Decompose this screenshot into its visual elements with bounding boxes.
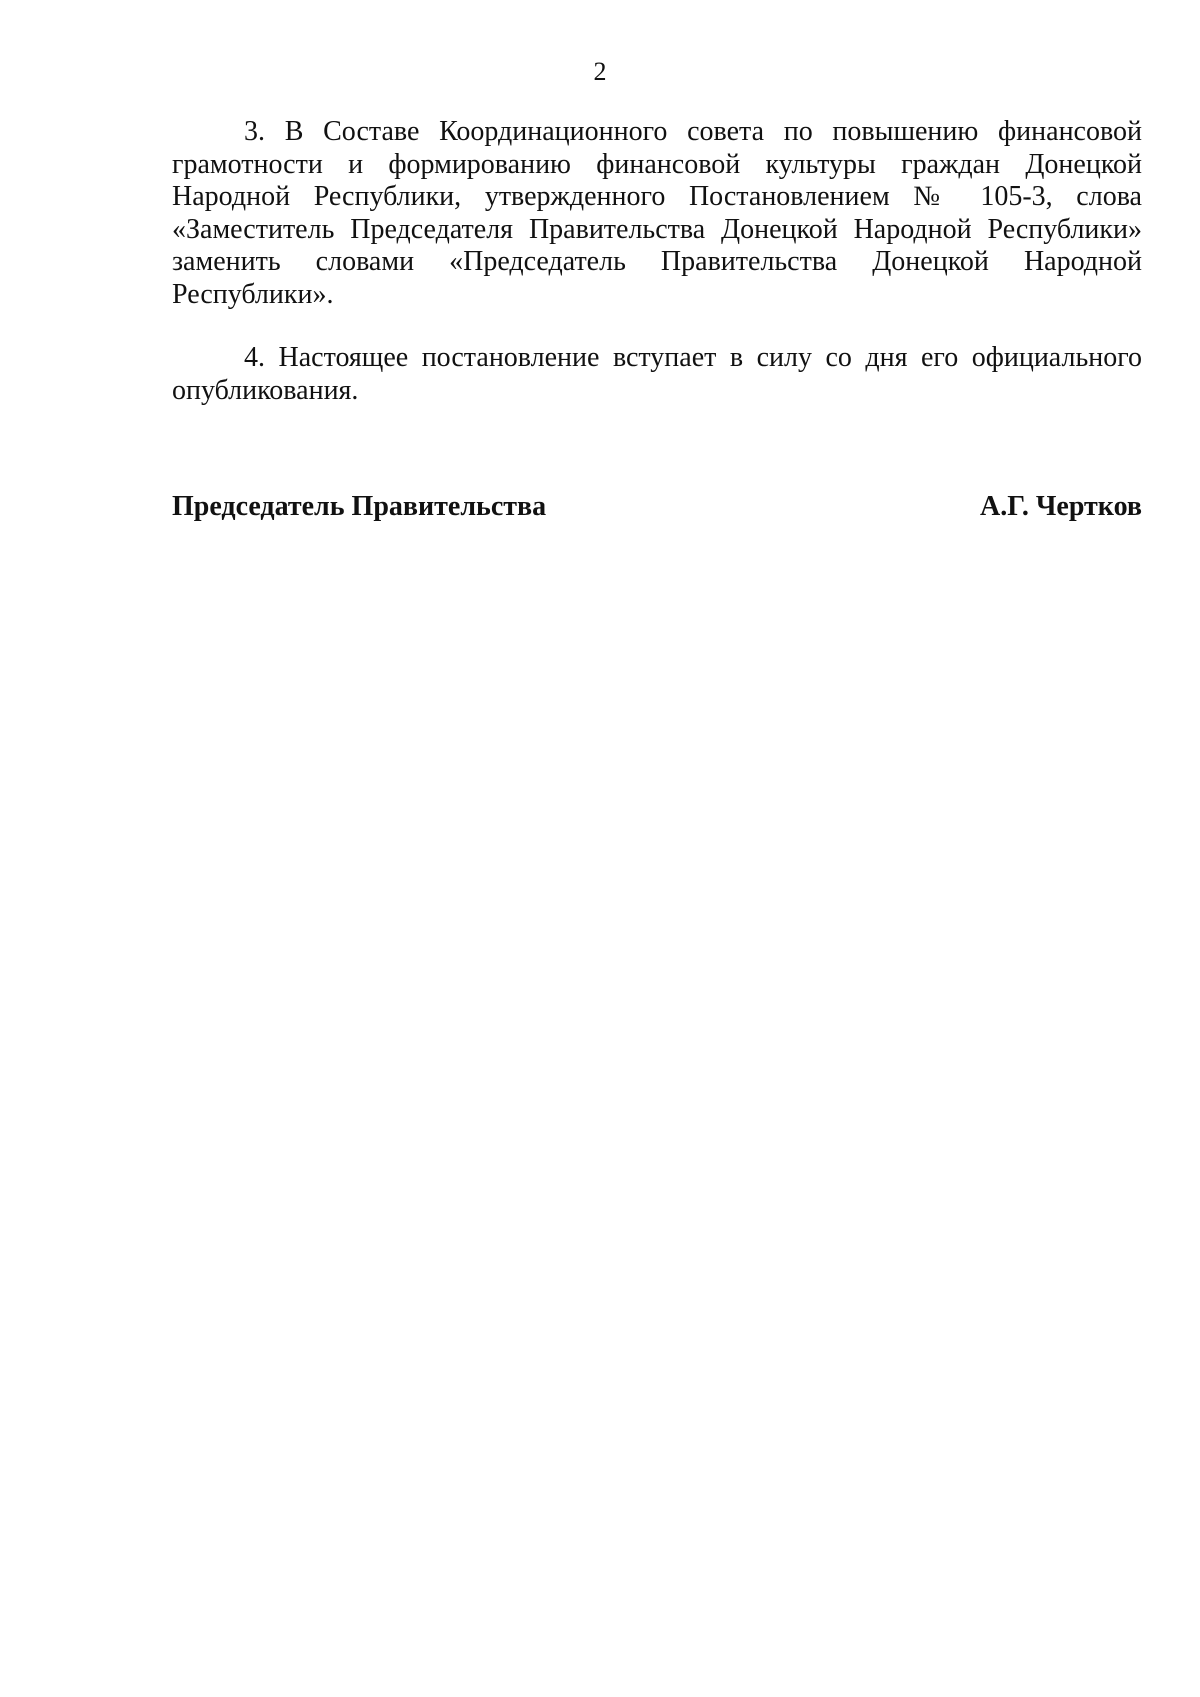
paragraph-3: [172, 116, 1142, 311]
signature-block: [172, 489, 1142, 525]
page-number: 2: [593, 57, 607, 86]
paragraph-4: [172, 342, 1142, 407]
paragraph-text: 3. В Составе Координационного совета по повышению финансовой грамотности и формированию финансовой культуры граждан Донецкой Народной Республики, утвержденного Постановлением № 105-3, слова «Заместитель Председателя Правительства Донецкой Народной Республики» заменить словами «Председатель Правительства Донецкой Народной Республики».: [172, 116, 1142, 310]
signatory-name: А.Г. Чертков: [980, 491, 1142, 522]
paragraph-text: 4. Настоящее постановление вступает в силу со дня его официального опубликования.: [172, 342, 1142, 406]
signatory-position: Председатель Правительства: [172, 491, 547, 522]
